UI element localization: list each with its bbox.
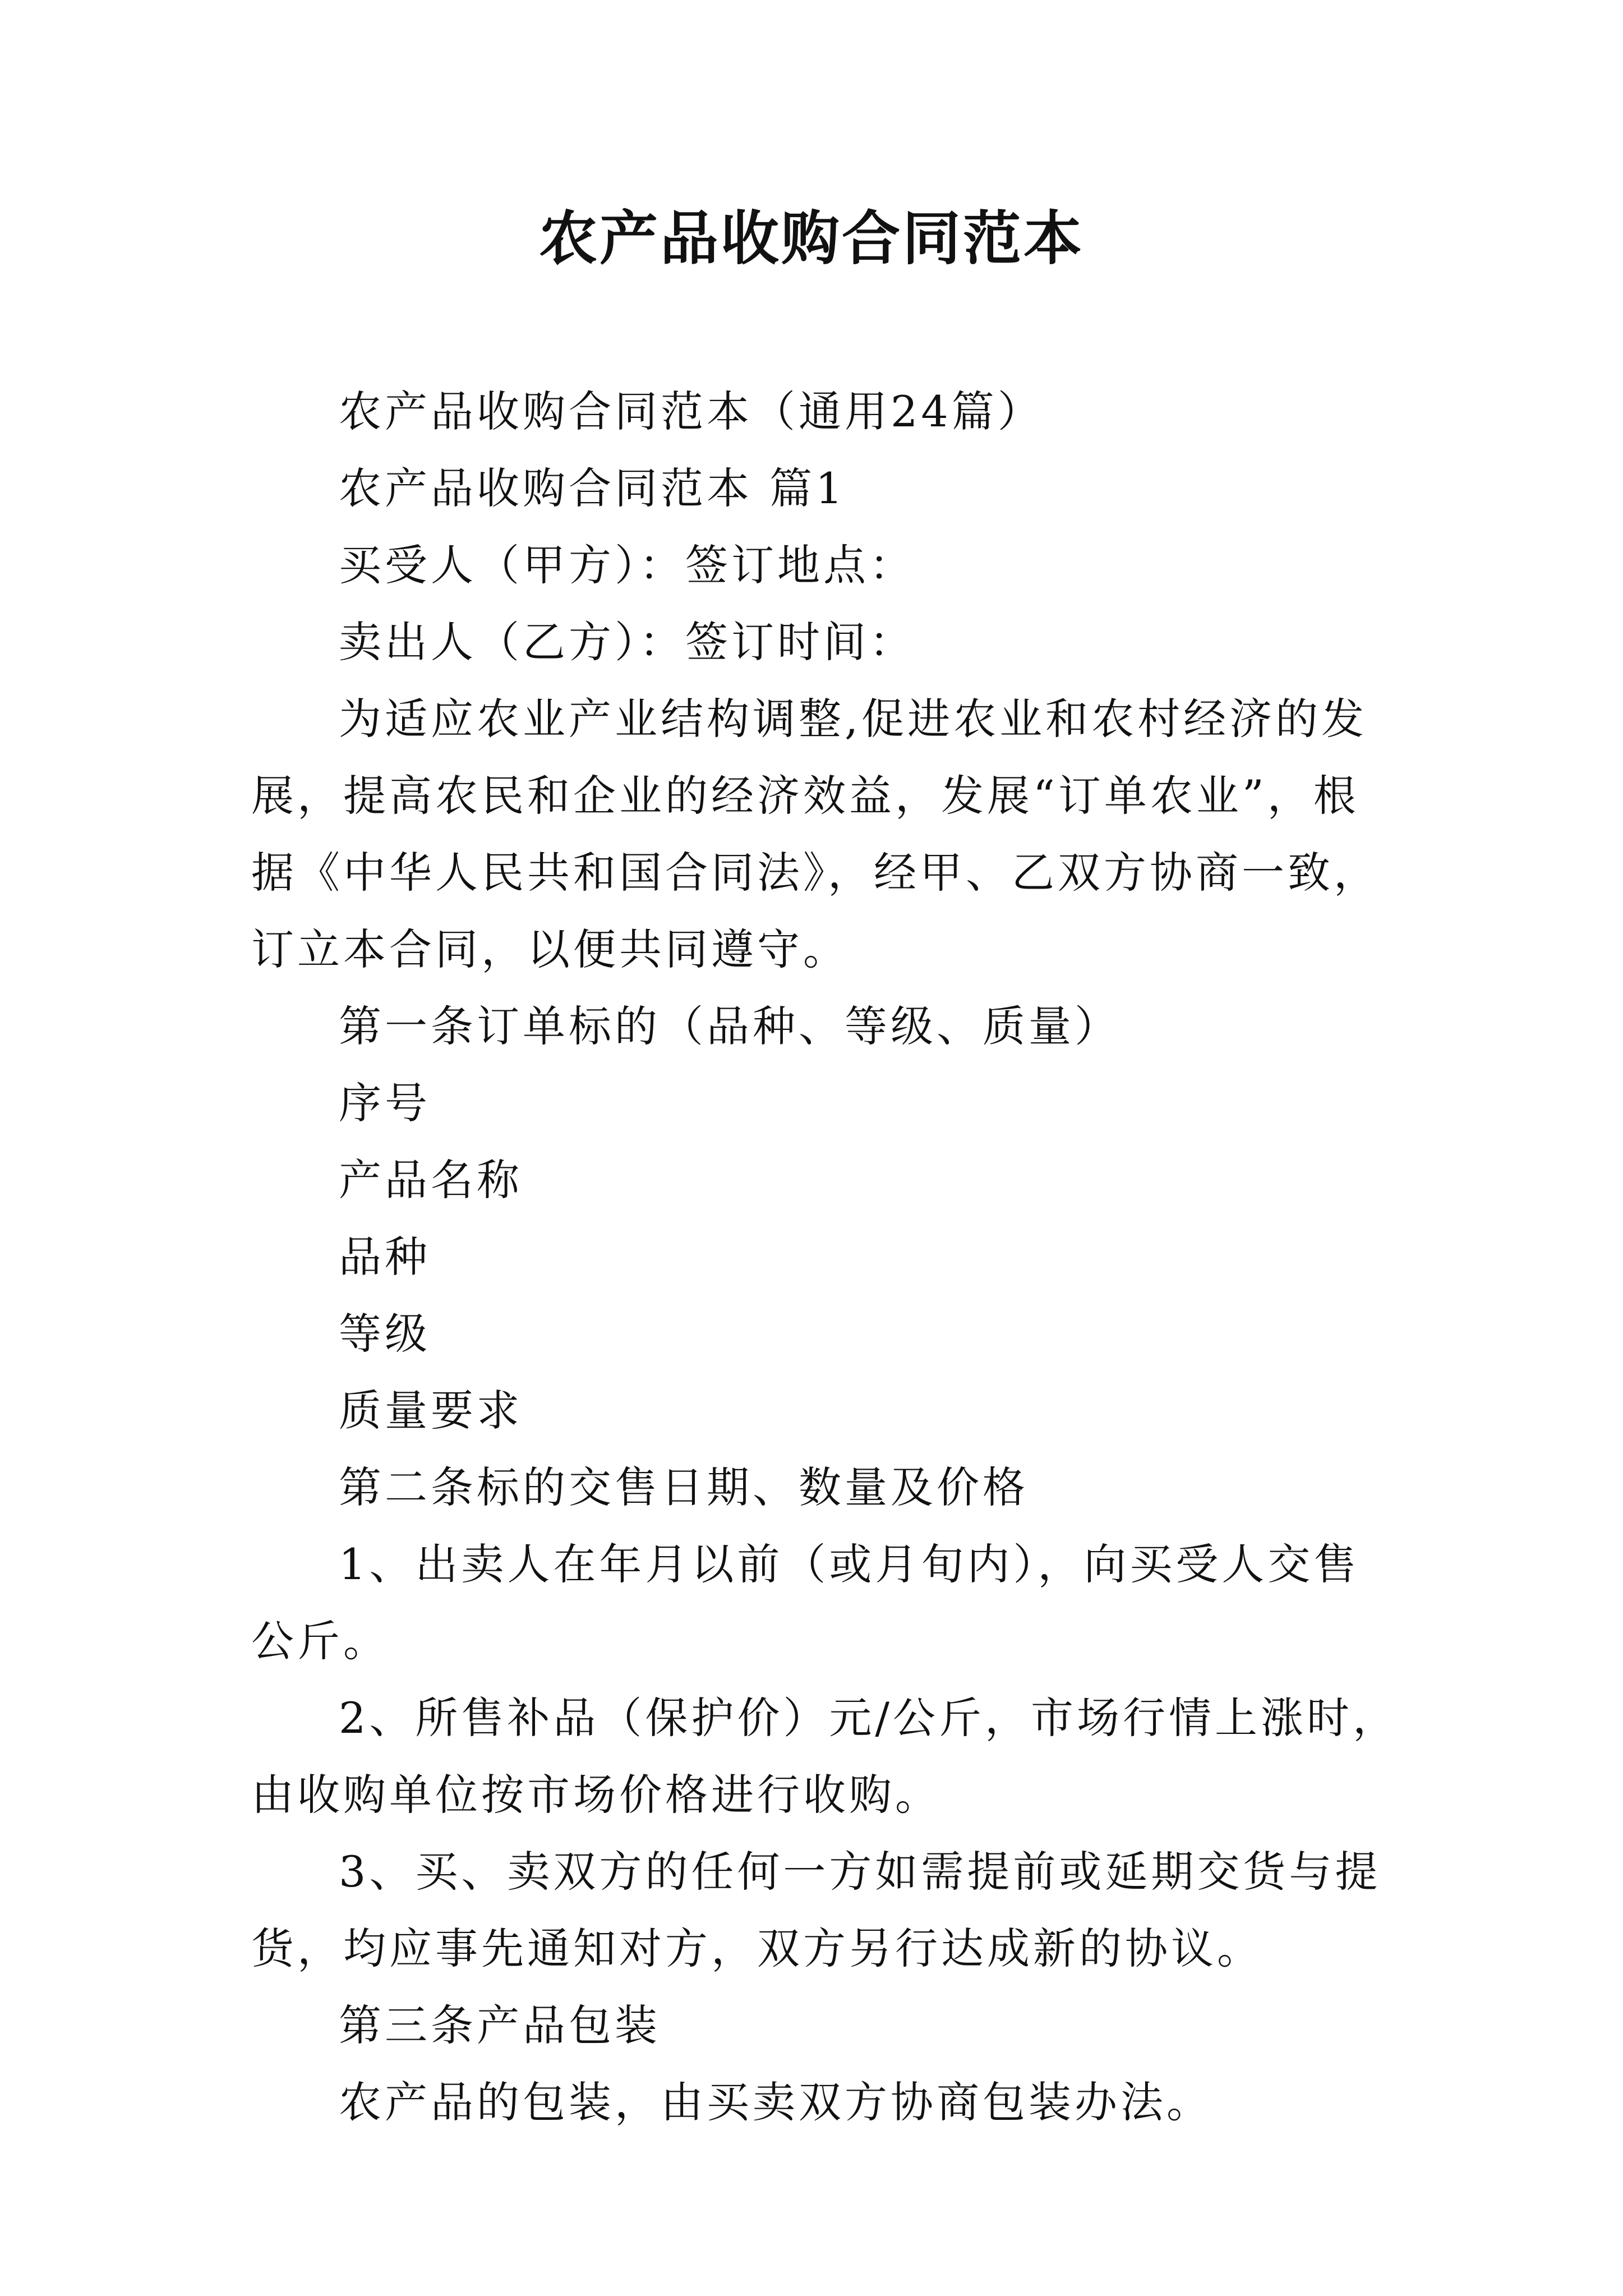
paragraph-clause-2-item-3: 3、买、卖双方的任何一方如需提前或延期交货与提货，均应事先通知对方，双方另行达成新的协议。 — [251, 1847, 1381, 1973]
paragraph-item-grade: 等级 — [339, 1309, 431, 1359]
document-title: 农产品收购合同范本 — [538, 204, 1084, 273]
paragraph-buyer: 买受人（甲方）：签订地点： — [339, 540, 915, 590]
paragraph-article-number: 农产品收购合同范本 篇1 — [339, 463, 846, 513]
paragraph-item-product-name: 产品名称 — [339, 1155, 523, 1205]
document-body — [251, 373, 1401, 2141]
paragraph-item-serial: 序号 — [339, 1078, 431, 1128]
paragraph-preamble: 为适应农业产业结构调整,促进农业和农村经济的发展，提高农民和企业的经济效益，发展“订单农业”，根据《中华人民共和国合同法》，经甲、乙双方协商一致，订立本合同，以便共同遵守。 — [251, 694, 1380, 974]
paragraph-clause-1: 第一条订单标的（品种、等级、质量） — [339, 1001, 1121, 1051]
paragraph-clause-2-item-1: 1、出卖人在年月以前（或月旬内），向买受人交售公斤。 — [251, 1539, 1360, 1666]
paragraph-packaging: 农产品的包装，由买卖双方协商包装办法。 — [339, 2077, 1212, 2127]
paragraph-clause-2-item-2: 2、所售补品（保护价）元/公斤，市场行情上涨时，由收购单位按市场价格进行收购。 — [251, 1693, 1399, 1820]
paragraph-item-quality: 质量要求 — [339, 1386, 523, 1435]
paragraph-seller: 卖出人（乙方）：签订时间： — [339, 617, 915, 667]
paragraph-clause-2: 第二条标的交售日期、数量及价格 — [339, 1462, 1029, 1512]
paragraph-clause-3: 第三条产品包装 — [339, 2000, 661, 2050]
paragraph-item-variety: 品种 — [339, 1232, 431, 1282]
paragraph-heading: 农产品收购合同范本（通用24篇） — [339, 386, 1044, 436]
